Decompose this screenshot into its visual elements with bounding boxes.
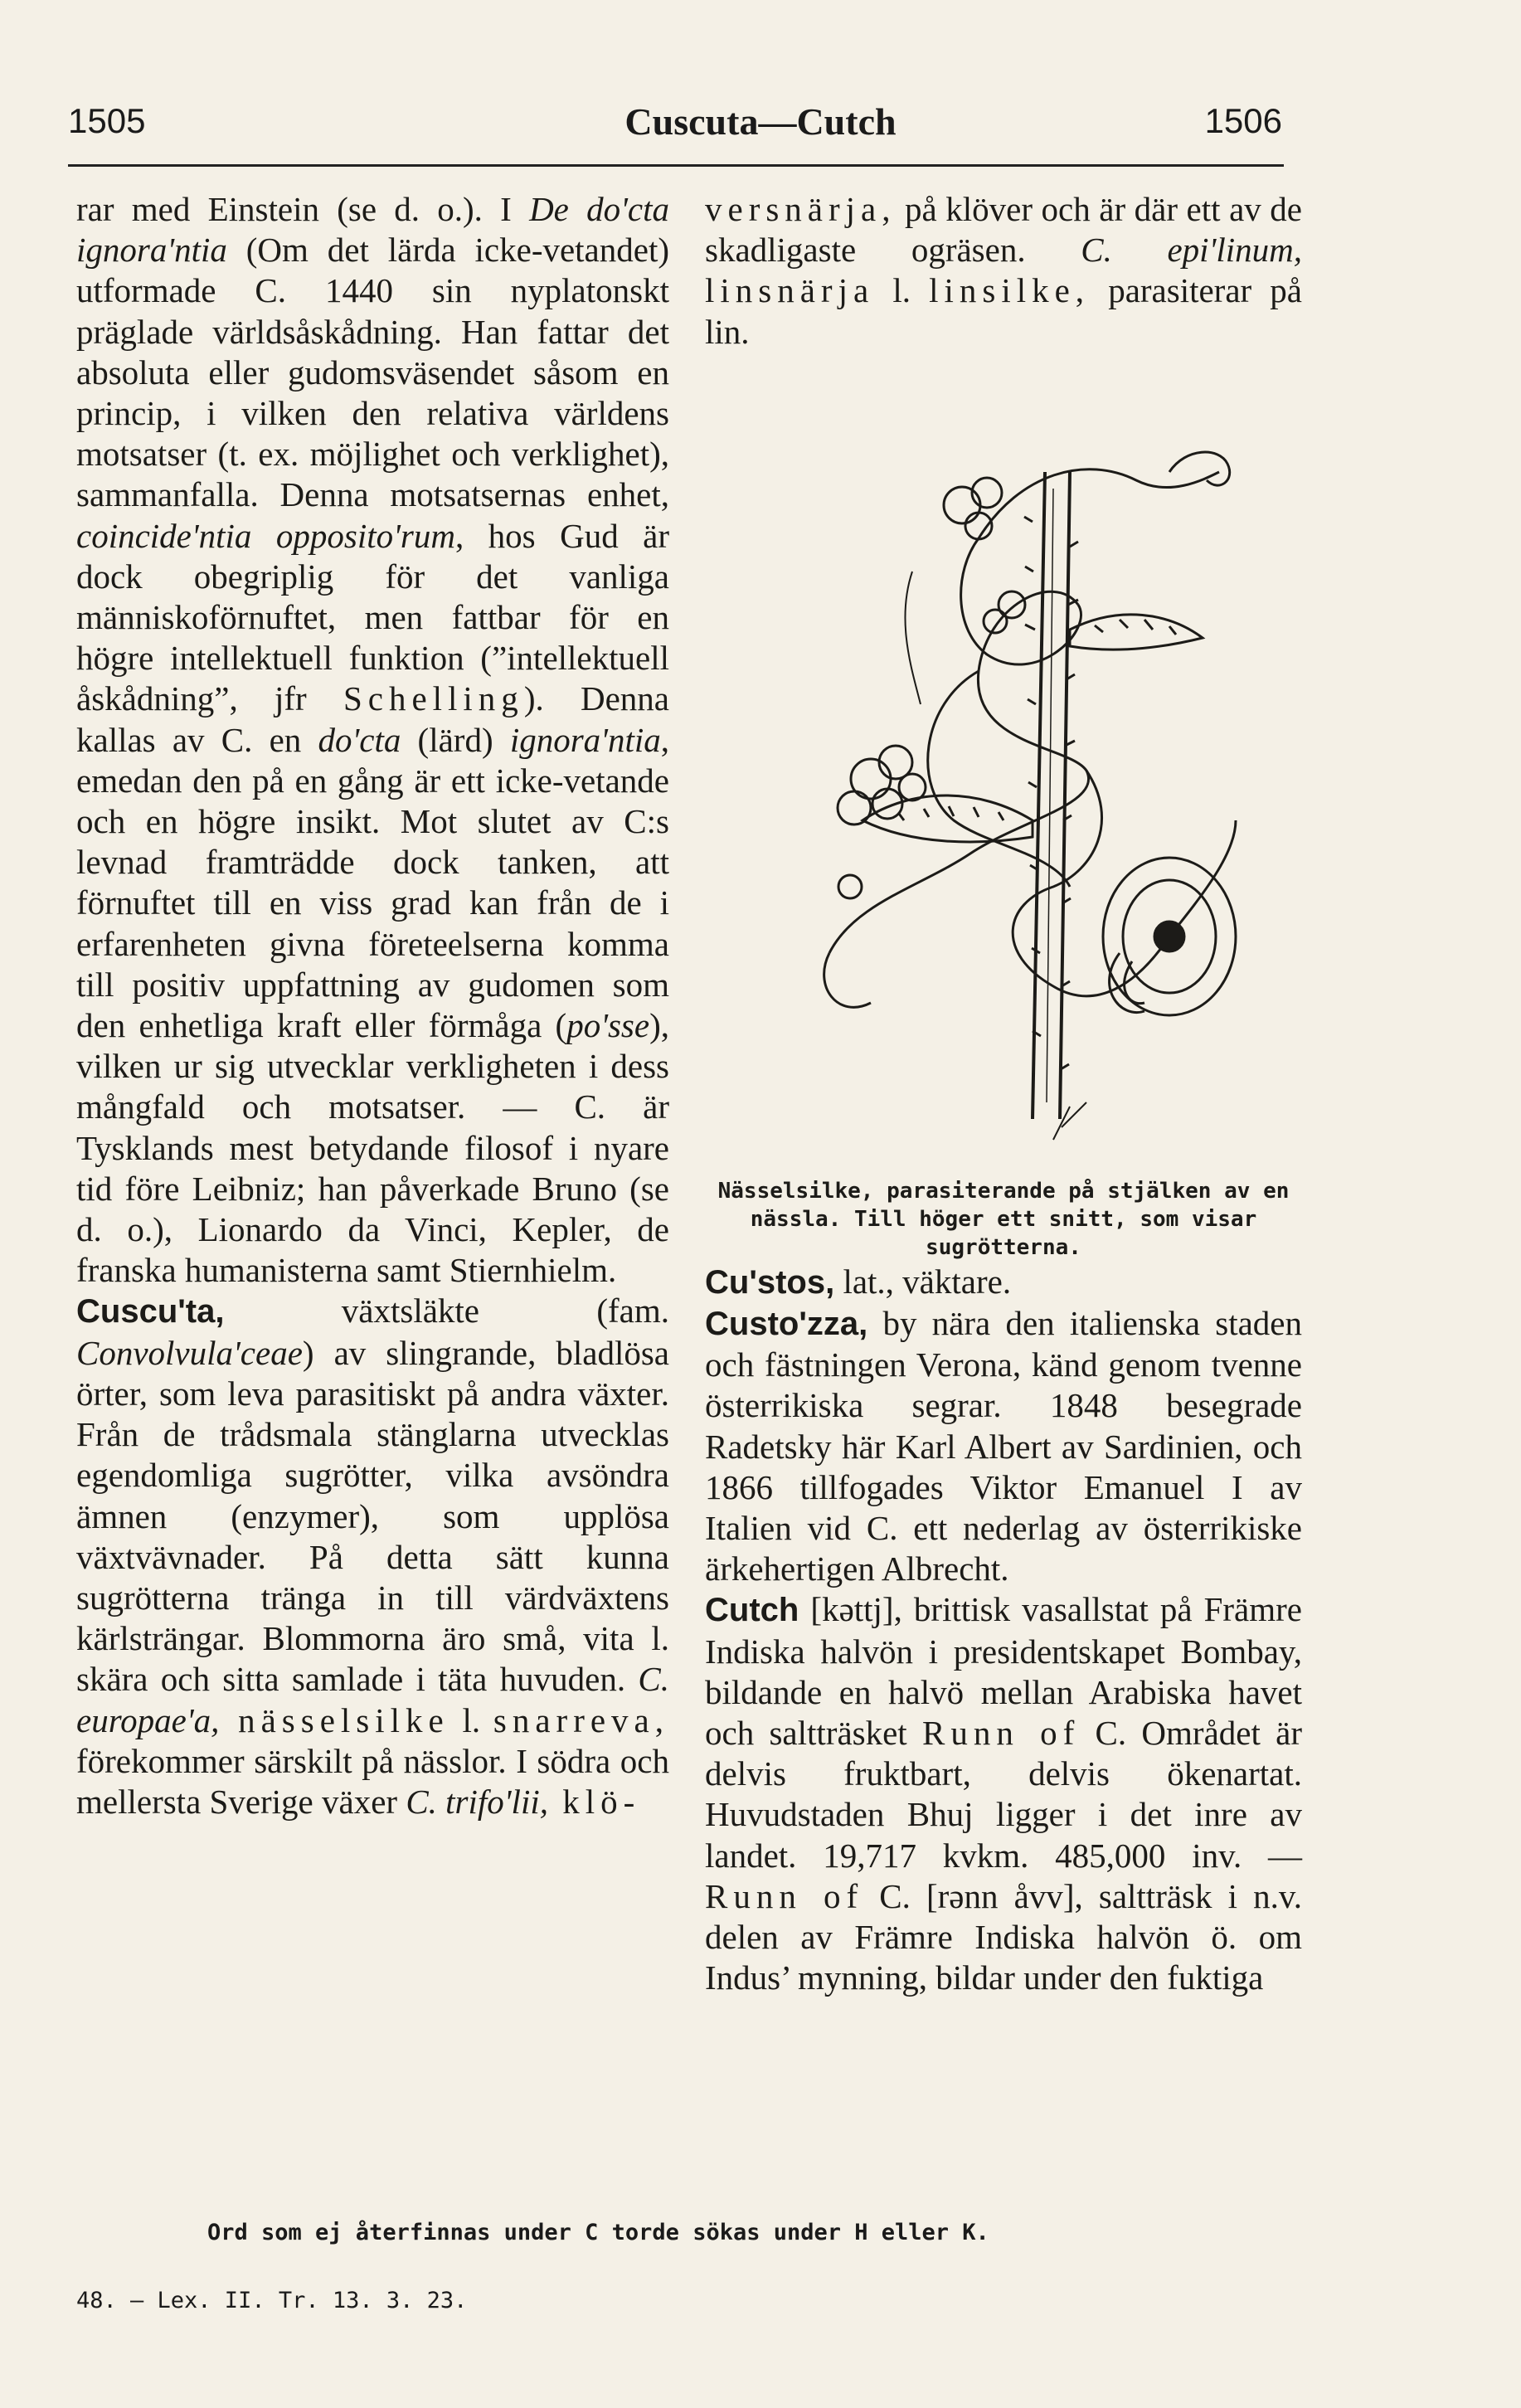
running-title: Cuscuta—Cutch	[624, 100, 897, 143]
entry-headword: Cutch	[705, 1592, 799, 1629]
custos-entry: Cu'stos, lat., väktare.	[705, 1262, 1012, 1301]
dodder-on-nettle-drawing	[705, 356, 1302, 1177]
figure-caption: Nässelsilke, parasiterande på stjälken av en nässla. Till höger ett snitt, som visar sugrötterna.	[717, 1178, 1290, 1260]
right-column	[705, 189, 1302, 1998]
header-rule	[68, 164, 1284, 167]
entry-headword: Cu'stos,	[705, 1263, 835, 1301]
cuscuta-entry: Cuscu'ta, växtsläkte (fam. Convolvula'ceae) av slingrande, bladlösa örter, som leva parasitiskt på andra växter. Från de trådsmala stänglarna utvecklas egendomliga sugrötter, vilka avsöndra ämnen (enzymer), som upplösa växtvävnader. På detta sätt kunna sugrötterna tränga in till värdväxtens kärlsträngar. Blommorna äro små, vita l. skära och sitta samlade i täta huvuden. C. europae'a, nässelsilke l. snarreva, förekommer särskilt på nässlor. I södra och mellersta Sverige växer C. trifo'lii, klö-	[76, 1292, 669, 1821]
cuscuta-continuation: versnärja, på klöver och är där ett av de skadligaste ogräsen. C. epi'linum, linsnärja l. linsilke, parasiterar på lin.	[705, 190, 1302, 351]
page-number-left: 1505	[68, 101, 146, 140]
page-number-right: 1506	[1204, 101, 1282, 140]
entry-headword: Cuscu'ta,	[76, 1293, 225, 1330]
custozza-entry: Custo'zza, by nära den italienska staden och fästningen Verona, känd genom tvenne österrikiska segrar. 1848 besegrade Radetsky här Karl Albert av Sardinien, och 1866 tillfogades Viktor Emanuel I av Italien vid C. ett nederlag av österrikiske ärkehertigen Albrecht.	[705, 1304, 1302, 1588]
entry-headword: Custo'zza,	[705, 1306, 868, 1343]
signature-line: 48. — Lex. II. Tr. 13. 3. 23.	[76, 2288, 468, 2313]
cutch-entry: Cutch [kəttj], brittisk vasallstat på Främre Indiska halvön i presidentskapet Bombay, bildande en halvö mellan Arabiska havet och saltträsket Runn of C. Området är delvis fruktbart, delvis ökenartat. Huvudstaden Bhuj ligger i det inre av landet. 19,717 kvkm. 485,000 inv. — Runn of C. [rənn åvv], saltträsk i n.v. delen av Främre Indiska halvön ö. om Indus’ mynning, bildar under den fuktiga	[705, 1590, 1302, 1997]
dodder-illustration	[705, 356, 1302, 1177]
cross-reference-note: Ord som ej återfinnas under C torde sökas under H eller K.	[207, 2220, 989, 2245]
left-column	[76, 189, 669, 1822]
cusanus-paragraph: rar med Einstein (se d. o.). I De do'cta ignora'ntia (Om det lärda icke-vetandet) utformade C. 1440 sin nyplatonskt präglade världsåskådning. Han fattar det absoluta eller gudomsväsendet såsom en princip, i vilken den relativa världens motsatser (t. ex. möjlighet och verklighet), sammanfalla. Denna motsatsernas enhet, coincide'ntia opposito'rum, hos Gud är dock obegriplig för det vanliga människoförnuftet, men fattbar för en högre intellektuell funktion (”intellektuell åskådning”, jfr Schelling). Denna kallas av C. en do'cta (lärd) ignora'ntia, emedan den på en gång är ett icke-vetande och en högre insikt. Mot slutet av C:s levnad framträdde dock tanken, att förnuftet till en viss grad kan från de i erfarenheten givna företeelserna komma till positiv uppfattning av gudomen som den enhetliga kraft eller förmåga (po'sse), vilken ur sig utvecklar verkligheten i dess mångfald och motsatser. — C. är Tysklands mest betydande filosof i nyare tid före Leibniz; han påverkade Bruno (se d. o.), Lionardo da Vinci, Kepler, de franska humanisterna samt Stiernhielm.	[76, 190, 670, 1290]
